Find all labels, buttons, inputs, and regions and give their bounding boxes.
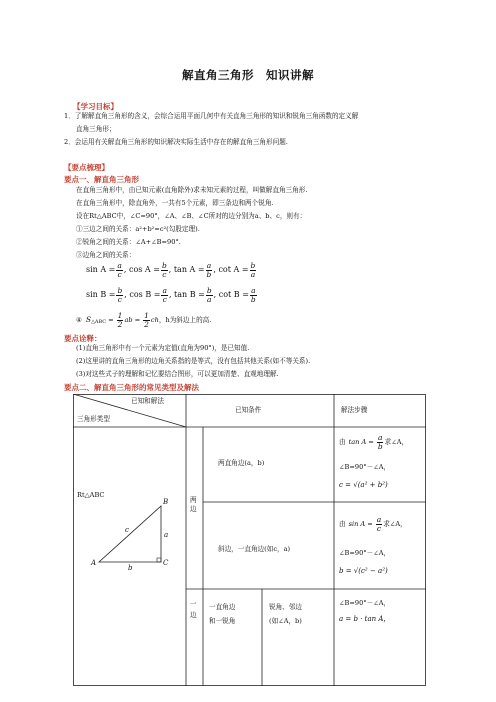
p1-line: ②锐角之间的关系：∠A+∠B=90°. bbox=[76, 238, 181, 246]
side-a: a bbox=[164, 531, 169, 539]
side-b: b bbox=[128, 564, 133, 572]
corner-bottom-label: 三角形类型 bbox=[77, 415, 110, 423]
row1-step3: c = √(a² + b²) bbox=[339, 481, 388, 489]
p1-line: 在直角三角形中，由已知元素(直角除外)求未知元素的过程，叫做解直角三角形. bbox=[76, 186, 308, 194]
col-steps-header: 解法步骤 bbox=[341, 406, 368, 414]
goal-line: 直角三角形； bbox=[76, 125, 116, 133]
goal-header: 【学习目标】 bbox=[73, 102, 118, 111]
col-known-header: 已知条件 bbox=[235, 406, 262, 414]
p1-line: ③边角之间的关系： bbox=[76, 251, 136, 259]
corner-top-label: 已知和解法 bbox=[131, 397, 164, 405]
group-two-sides: 两边 bbox=[190, 496, 197, 514]
point2-header: 要点二、解直角三角形的常见类型及解法 bbox=[64, 383, 199, 392]
area-formula: ④ S △ABC = $\frac{1}{2}$ ab = $\frac{1}{2}$ ch ，h为斜边上的高. bbox=[76, 311, 212, 329]
note-line: (2)这里讲的直角三角形的边角关系指的是等式，没有包括其他关系(如不等关系). bbox=[76, 357, 311, 365]
row3-step1: ∠B=90°－∠A， bbox=[339, 599, 391, 607]
methods-table bbox=[73, 394, 426, 686]
point1-header: 要点一、解直角三角形 bbox=[64, 175, 139, 184]
row2-step2: ∠B=90°－∠A， bbox=[339, 549, 391, 557]
row3-known-c: 锐角、邻边 bbox=[269, 603, 302, 611]
triangle-label: Rt△ABC bbox=[77, 491, 105, 499]
vertex-b: B bbox=[163, 498, 169, 506]
p1-line: ①三边之间的关系：a²+b²=c²(勾股定理). bbox=[76, 225, 200, 233]
note-line: (1)直角三角形中有一个元素为定值(直角为90°)，是已知值. bbox=[76, 344, 250, 352]
goal-line: 1．了解解直角三角形的含义，会综合运用平面几何中有关直角三角形的知识和锐角三角函数的定义解 bbox=[64, 112, 359, 120]
row1-step2: ∠B=90°－∠A， bbox=[339, 463, 391, 471]
row1-known: 两直角边(a，b) bbox=[218, 459, 265, 467]
side-c: c bbox=[125, 526, 129, 534]
row3-known-b: 和一锐角 bbox=[209, 617, 236, 625]
row3-known-d: (如∠A，b) bbox=[269, 617, 302, 625]
row3-known-a: 一直角边 bbox=[209, 603, 236, 611]
goal-line: 2．会运用有关解直角三角形的知识解决实际生活中存在的解直角三角形问题. bbox=[64, 138, 288, 146]
p1-line: 在直角三角形中，除直角外，一共有5个元素，即三条边和两个锐角. bbox=[76, 199, 274, 207]
p1-line: 设在Rt△ABC中，∠C=90°，∠A、∠B、∠C所对的边分别为a、b、c，则有： bbox=[76, 212, 307, 220]
row1-steps: 由 tan A = $\frac{a}{b}$ 求∠A， bbox=[339, 433, 409, 451]
formula-row-b: sin B = $\frac{b}{c}$ , cos B = $\frac{a}{c}$ , tan B = $\frac{b}{a}$ , cot B = $\frac{a}{b}$ bbox=[86, 286, 256, 304]
page-title: 解直角三角形 知识讲解 bbox=[182, 68, 314, 82]
formula-row-a: sin A = $\frac{a}{c}$ , cos A = $\frac{b}{c}$ , tan A = $\frac{a}{b}$ , cot A = $\frac{b}{a}$ bbox=[86, 261, 256, 279]
vertex-a: A bbox=[91, 559, 97, 567]
row2-steps: 由 sin A = $\frac{a}{c}$ 求∠A， bbox=[339, 515, 407, 533]
vertex-c: C bbox=[163, 559, 169, 567]
triangle-figure bbox=[99, 506, 161, 562]
note-line: (3)对这些式子的理解和记忆要结合图形，可以更加清楚、直观地理解. bbox=[76, 370, 279, 378]
group-one-side: 一边 bbox=[190, 600, 197, 619]
row2-known: 斜边，一直角边(如c，a) bbox=[218, 545, 291, 553]
note-header: 要点诠释： bbox=[64, 334, 102, 343]
row3-step2: a = b · tan A， bbox=[339, 615, 391, 623]
row2-step3: b = √(c² − a²) bbox=[339, 567, 388, 575]
points-header: 【要点梳理】 bbox=[64, 163, 109, 172]
